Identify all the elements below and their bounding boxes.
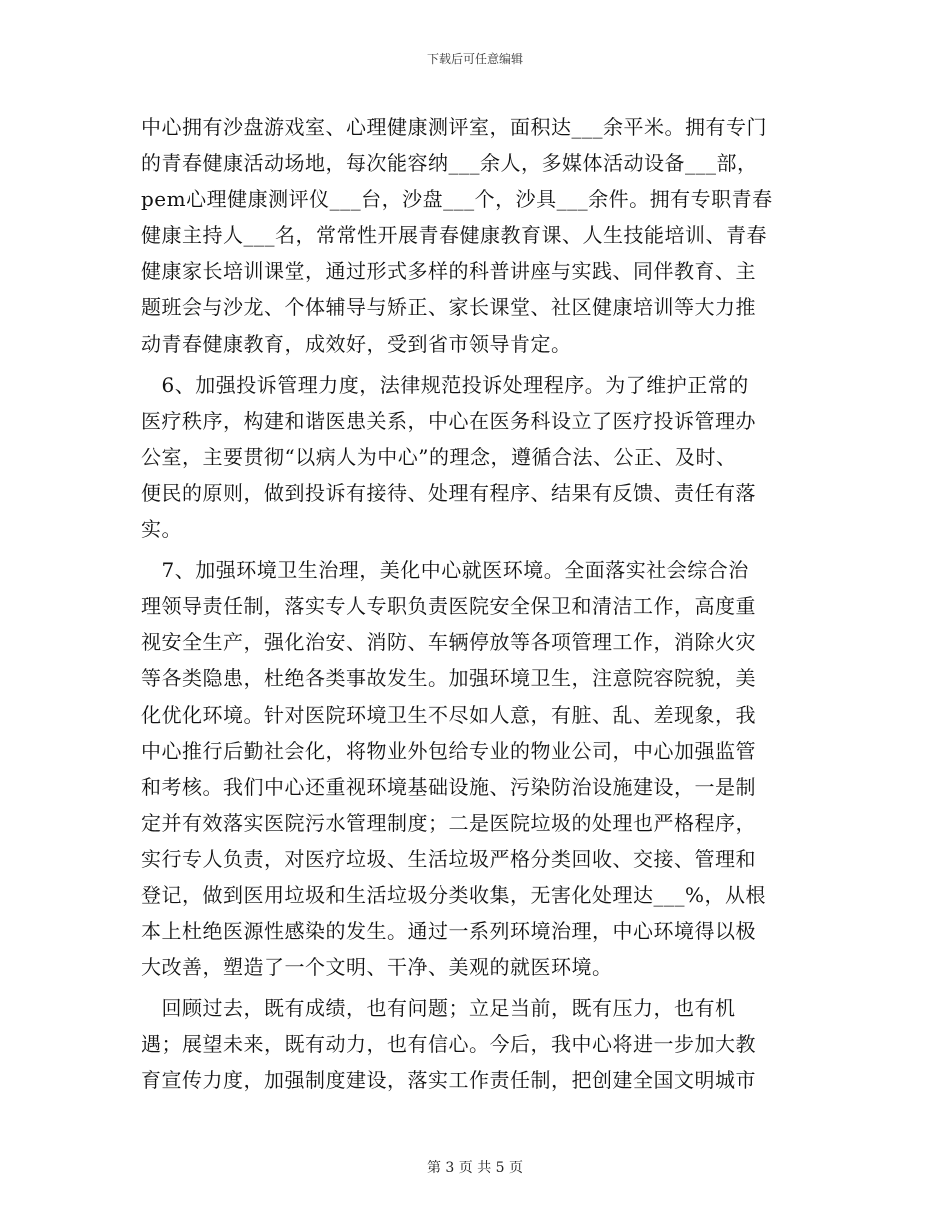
body-line: 公室，主要贯彻“以病人为中心”的理念，遵循合法、公正、及时、 [141,444,737,469]
body-line: 视安全生产，强化治安、消防、车辆停放等各项管理工作，消除火灾 [141,630,756,655]
body-line: 动青春健康教育，成效好，受到省市领导肯定。 [141,331,572,356]
body-line: 等各类隐患，杜绝各类事故发生。加强环境卫生，注意院容院貌，美 [141,666,756,691]
body-line: 本上杜绝医源性感染的发生。通过一系列环境治理，中心环境得以极 [141,919,756,944]
body-line: 实行专人负责，对医疗垃圾、生活垃圾严格分类回收、交接、管理和 [141,846,756,871]
body-line: 育宣传力度，加强制度建设，落实工作责任制，把创建全国文明城市 [141,1068,756,1093]
body-line: 题班会与沙龙、个体辅导与矫正、家长课堂、社区健康培训等大力推 [141,295,756,320]
document-body [141,109,809,1099]
body-line: 健康主持人___名，常常性开展青春健康教育课、人生技能培训、青春 [141,223,767,248]
body-line: 遇；展望未来，既有动力，也有信心。今后，我中心将进一步加大教 [141,1032,756,1057]
body-line: 大改善，塑造了一个文明、干净、美观的就医环境。 [141,955,613,980]
body-line: 实。 [141,517,182,542]
body-line: 定并有效落实医院污水管理制度；二是医院垃圾的处理也严格程序， [141,810,756,835]
body-line: 中心拥有沙盘游戏室、心理健康测评室，面积达___余平米。拥有专门 [141,115,767,139]
body-line: 中心推行后勤社会化，将物业外包给专业的物业公司，中心加强监管 [141,738,756,763]
page-number-footer: 第 3 页 共 5 页 [426,1160,524,1176]
body-line: 健康家长培训课堂，通过形式多样的科普讲座与实践、同伴教育、主 [141,259,756,284]
body-line: 化优化环境。针对医院环境卫生不尽如人意，有脏、乱、差现象，我 [141,702,756,727]
body-line: 7、加强环境卫生治理，美化中心就医环境。全面落实社会综合治 [141,558,749,583]
body-line: 登记，做到医用垃圾和生活垃圾分类收集，无害化处理达___%，从根 [141,882,767,907]
body-line: 回顾过去，既有成绩，也有问题；立足当前，既有压力，也有机 [141,996,736,1021]
body-line: pem心理健康测评仪___台，沙盘___个，沙具___余件。拥有专职青春 [141,187,773,212]
body-line: 医疗秩序，构建和谐医患关系，中心在医务科设立了医疗投诉管理办 [141,408,756,433]
body-line: 理领导责任制，落实专人专职负责医院安全保卫和清洁工作，高度重 [141,594,756,619]
body-line: 6、加强投诉管理力度，法律规范投诉处理程序。为了维护正常的 [141,372,749,397]
body-line: 便民的原则，做到投诉有接待、处理有程序、结果有反馈、责任有落 [141,480,756,505]
body-line: 和考核。我们中心还重视环境基础设施、污染防治设施建设，一是制 [141,774,756,799]
page-header-note: 下载后可任意编辑 [426,52,523,66]
body-line: 的青春健康活动场地，每次能容纳___余人，多媒体活动设备___部， [141,151,758,176]
